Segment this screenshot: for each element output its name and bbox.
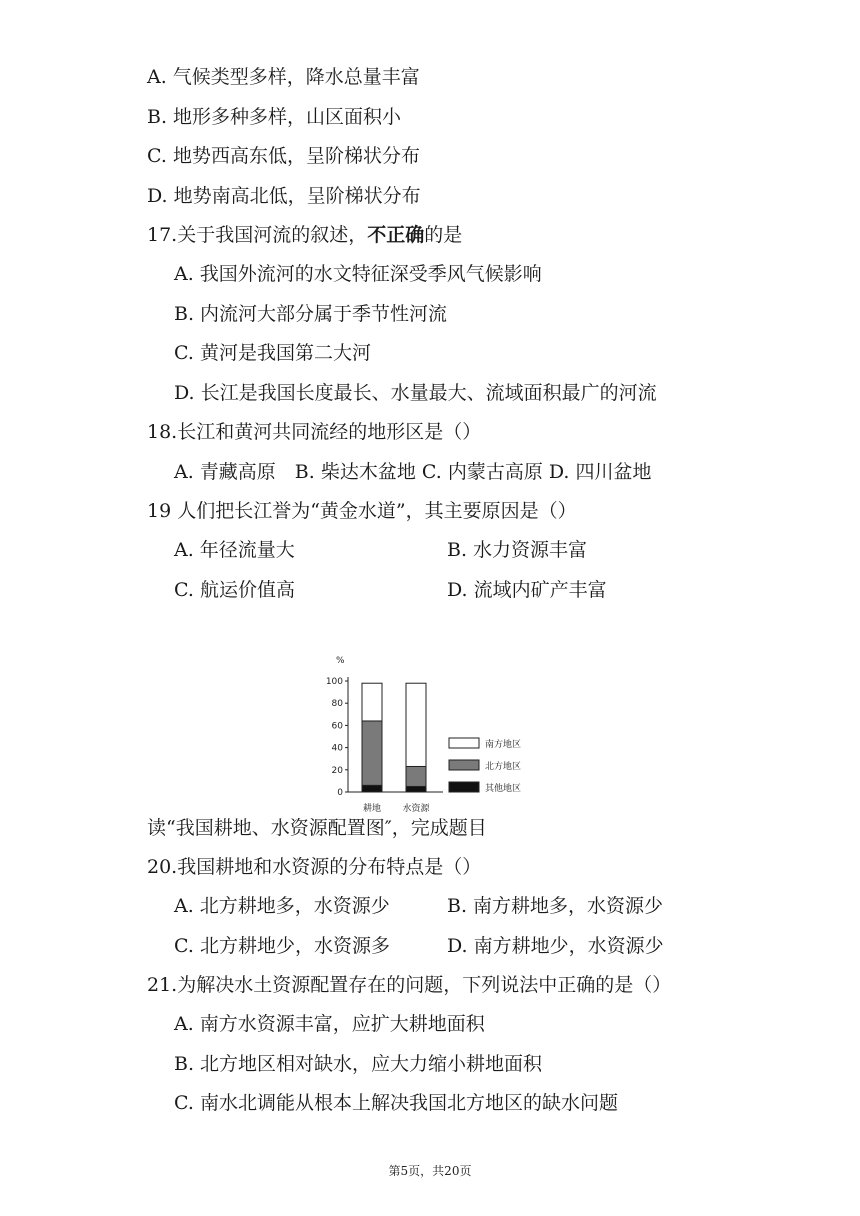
chart-bar-segment [362,721,382,785]
q20-option-c: C. 北方耕地少，水资源多 [174,935,390,957]
q21-option-c: C. 南水北调能从根本上解决我国北方地区的缺水问题 [174,1092,618,1114]
chart-legend-label: 北方地区 [485,762,522,772]
chart-y-tick-label: 100 [325,677,343,687]
chart-x-tick-label: 耕地 [362,804,382,814]
q16-option-c: C. 地势西高东低，呈阶梯状分布 [147,145,420,167]
chart-legend-swatch [449,760,479,770]
chart-y-tick-label: 0 [337,788,343,798]
chart-legend-label: 其他地区 [485,784,522,794]
q18-stem: 18.长江和黄河共同流经的地形区是（） [147,421,482,443]
page-footer: 第5页，共20页 [388,1164,472,1178]
chart-legend-swatch [449,782,479,792]
q20-option-d: D. 南方耕地少，水资源少 [447,935,664,957]
q17-stem-prefix: 17.关于我国河流的叙述， [147,224,368,246]
q17-stem [147,222,462,248]
q19-option-d: D. 流域内矿产丰富 [447,579,607,601]
q19-option-a: A. 年径流量大 [174,539,295,561]
q21-option-a: A. 南方水资源丰富，应扩大耕地面积 [174,1013,485,1035]
reading-prompt: 读“我国耕地、水资源配置图″，完成题目 [147,817,487,839]
q17-stem-emphasis: 不正确 [367,224,425,246]
q20-stem: 20.我国耕地和水资源的分布特点是（） [147,856,482,878]
q21-option-b: B. 北方地区相对缺水，应大力缩小耕地面积 [174,1053,543,1075]
q17-stem-suffix: 的是 [424,224,463,246]
chart-bar-segment [362,683,382,721]
farmland-water-chart [318,648,548,818]
chart-legend-label: 南方地区 [485,740,522,750]
q21-stem: 21.为解决水土资源配置存在的问题，下列说法中正确的是（） [147,974,672,996]
chart-y-tick-label: 20 [331,765,343,776]
chart-bar-segment [406,786,426,792]
chart-y-tick-label: 40 [331,743,343,754]
q20-option-a: A. 北方耕地多，水资源少 [174,895,390,917]
q16-option-d: D. 地势南高北低，呈阶梯状分布 [147,185,421,207]
chart-bar-segment [362,785,382,792]
q17-option-c: C. 黄河是我国第二大河 [174,342,371,364]
q19-stem: 19 人们把长江誉为“黄金水道”，其主要原因是（） [147,500,577,522]
q17-option-d: D. 长江是我国长度最长、水量最大、流域面积最广的河流 [174,382,657,404]
q16-option-a: A. 气候类型多样，降水总量丰富 [147,66,420,88]
chart-y-unit: % [336,656,345,666]
chart-bar-segment [406,683,426,766]
q19-option-c: C. 航运价值高 [174,579,295,601]
chart-y-tick-label: 60 [331,721,343,732]
q19-option-b: B. 水力资源丰富 [447,539,588,561]
chart-legend-swatch [449,738,479,748]
q20-option-b: B. 南方耕地多，水资源少 [447,895,664,917]
chart-x-tick-label: 水资源 [402,804,430,814]
chart-bar-segment [406,766,426,786]
q17-option-b: B. 内流河大部分属于季节性河流 [174,303,448,325]
chart-y-tick-label: 80 [331,699,343,710]
q18-options: A. 青藏高原 B. 柴达木盆地 C. 内蒙古高原 D. 四川盆地 [174,461,652,483]
q16-option-b: B. 地形多种多样，山区面积小 [147,106,402,128]
q17-option-a: A. 我国外流河的水文特征深受季风气候影响 [174,263,542,285]
